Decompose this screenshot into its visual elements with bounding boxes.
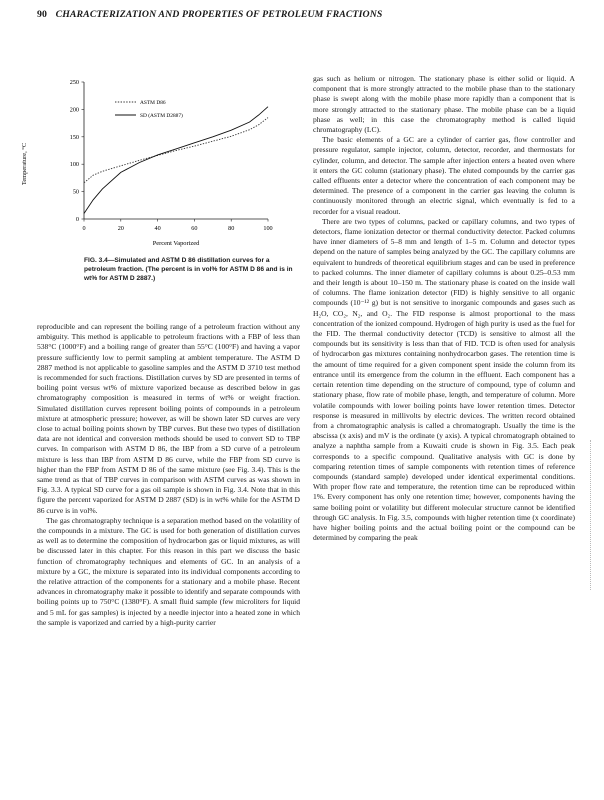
series-line-1 [84,107,268,214]
right-column [313,74,575,782]
y-tick-label: 250 [69,79,79,86]
x-tick-label: 20 [117,225,124,232]
x-tick-label: 60 [191,225,198,232]
margin-dotted-rule [590,440,595,590]
chart-legend [115,100,183,119]
left-column [37,322,300,782]
y-axis-label: Temperature, °C [21,142,28,186]
legend-label-1: SD (ASTM D2887) [140,113,183,119]
running-title: CHARACTERIZATION AND PROPERTIES OF PETROLEUM FRACTIONS [55,9,383,20]
paragraph: The gas chromatography technique is a separation method based on the volatility of the compounds in a mixture. The GC is used for both generation of distillation curves as well as to determine the composition of hydrocarbon gas or liquid mixtures, as will be discussed later in this chapter. For this reason in this part we discuss the basic function of chromatography techniques and elements of GC. In an analysis of a mixture by a GC, the mixture is separated into its individual components according to the relative attraction of the components for a stationary and a mobile phase. Recent advances in chromatography make it possible to identify and separate compounds with boiling points up to 750°C (1380°F). A small fluid sample (few microliters for liquid and 5 mL for gas samples) is injected by a needle injector into a heated zone in which the sample is vaporized and carried by a high-purity carrier [37,515,300,627]
paragraph: gas such as helium or nitrogen. The stationary phase is either solid or liquid. A component that is more strongly attracted to the mobile phase than to the stationary phase is swept along with the mobile phase more rapidly than a component that is more strongly attracted to the stationary phase. The mobile phase can be a liquid phase as well; in this case the chromatography method is called liquid chromatography (LC). [313,74,575,135]
x-tick-label: 80 [228,225,235,232]
distillation-figure [18,72,308,322]
figure-caption: FIG. 3.4—Simulated and ASTM D 86 distillation curves for a petroleum fraction. (The percent is in vol% for ASTM D 86 and is in wt% for ASTM D 2887.) [84,257,293,282]
y-tick-label: 100 [69,161,79,169]
x-tick-label: 0 [82,225,86,232]
running-header [37,9,577,25]
paragraph: reproducible and can represent the boiling range of a petroleum fraction without any ambiguity. This method is applicable to petroleum fractions with a FBP of less than 538°C (1000°F) and a boiling range of greater than 55°C (100°F) and having a vapor pressure sufficiently low to permit sampling at ambient temperature. The ASTM D 2887 method is not applicable to gasoline samples and the ASTM D 3710 test method is recommended for such fractions. Distillation curves by SD are presented in terms of boiling point versus wt% of mixture vaporized because as described below in gas chromatography composition is measured in terms of wt% or weight fraction. Simulated distillation curves represent boiling points of compounds in a petroleum mixture at atmospheric pressure; however, as will be shown later SD curves are very close to actual boiling points shown by TBP curves. But these two types of distillation data are not identical and conversion methods should be used to convert SD to TBP curves. In comparison with ASTM D 86, the IBP from a SD curve of a petroleum mixture is less than IBP from ASTM D 86 curve, while the FBP from SD curve is higher than the FBP from ASTM D 86 of the same mixture (see Fig. 3.4). This is the same trend as that of TBP curves in comparison with ASTM curves as was shown in Fig. 3.3. A typical SD curve for a gas oil sample is shown in Fig. 3.4. Note that in this figure the percent vaporized for ASTM D 2887 (SD) is in wt% while for the ASTM D 86 curve is in vol%. [37,322,300,515]
x-tick-label: 40 [154,225,161,232]
y-tick-label: 0 [75,216,79,223]
y-tick-label: 150 [69,133,79,141]
y-tick-label: 50 [72,188,79,196]
page-number: 90 [37,9,47,20]
x-axis-label: Percent Vaporized [152,240,200,247]
paragraph: There are two types of columns, packed or capillary columns, and two types of detectors, flame ionization detector or thermal conductivity detector. Packed columns have inner diameters of 5–8 mm and length of 1–5 m. Column and detector types depend on the nature of samples being analyzed by the GC. The capillary columns are equivalent to hundreds of theoretical equilibrium stages and can be used in preference to packed columns. The inner diameter of capillary columns is about 0.25–0.53 mm and their length is about 10–150 m. The stationary phase is coated on the inside wall of columns. The flame ionization detector (FID) is highly sensitive to all organic compounds (10⁻¹² g) but is not sensitive to inorganic compounds and gases such as H₂O, CO₂, N₂, and O₂. The FID response is almost proportional to the mass concentration of the ionized compound. Hydrogen of high purity is used as the fuel for the FID. The thermal conductivity detector (TCD) is sensitive to almost all the compounds but its sensitivity is less than that of FID. TCD is often used for analysis of hydrocarbon gas mixtures containing nonhydrocarbon gases. The retention time is the amount of time required for a given component spent inside the column from its entrance until its emergence from the column in the effluent. Each component has a certain retention time depending on the structure of compound, type of column and stationary phase, flow rate of mobile phase, length, and temperature of column. More volatile compounds with lower boiling points have lower retention times. Detector response is measured in millivolts by electric devices. The written record obtained from a chromatographic analysis is called a chromatograph. Usually the time is the abscissa (x axis) and mV is the ordinate (y axis). A typical chromatograph obtained to analyze a naphtha sample from a Kuwaiti crude is shown in Fig. 3.5. Each peak corresponds to a specific compound. Qualitative analysis with GC is done by comparing retention times of sample components with retention times of reference compounds (standard sample) developed under identical experimental conditions. With proper flow rate and temperature, the retention time can be reproduced within 1%. Every component has only one retention time; however, components having the same boiling point or volatility but different molecular structure cannot be identified through GC analysis. In Fig. 3.5, compounds with higher retention time (x coordinate) have higher boiling points and the actual boiling point or the compound can be determined by comparing the peak [313,216,575,543]
legend-label-0: ASTM D86 [140,100,166,106]
y-tick-label: 200 [69,106,79,114]
chart-ticks [70,79,273,232]
distillation-chart [18,72,308,252]
series-line-0 [84,118,268,183]
paragraph: The basic elements of a GC are a cylinder of carrier gas, flow controller and pressure regulator, sample injector, column, detector, recorder, and thermostats for cylinder, column, and detector. The sample after injection enters a heated oven where it enters the GC column (stationary phase). The eluted compounds by the carrier gas called effluents enter a detector where the concentration of each component may be determined. The presence of a component in the carrier gas leaving the column is continuously monitored through an electric signal, which eventually is fed to a recorder for a visual readout. [313,135,575,216]
x-tick-label: 100 [263,225,273,232]
chart-series [84,107,268,214]
